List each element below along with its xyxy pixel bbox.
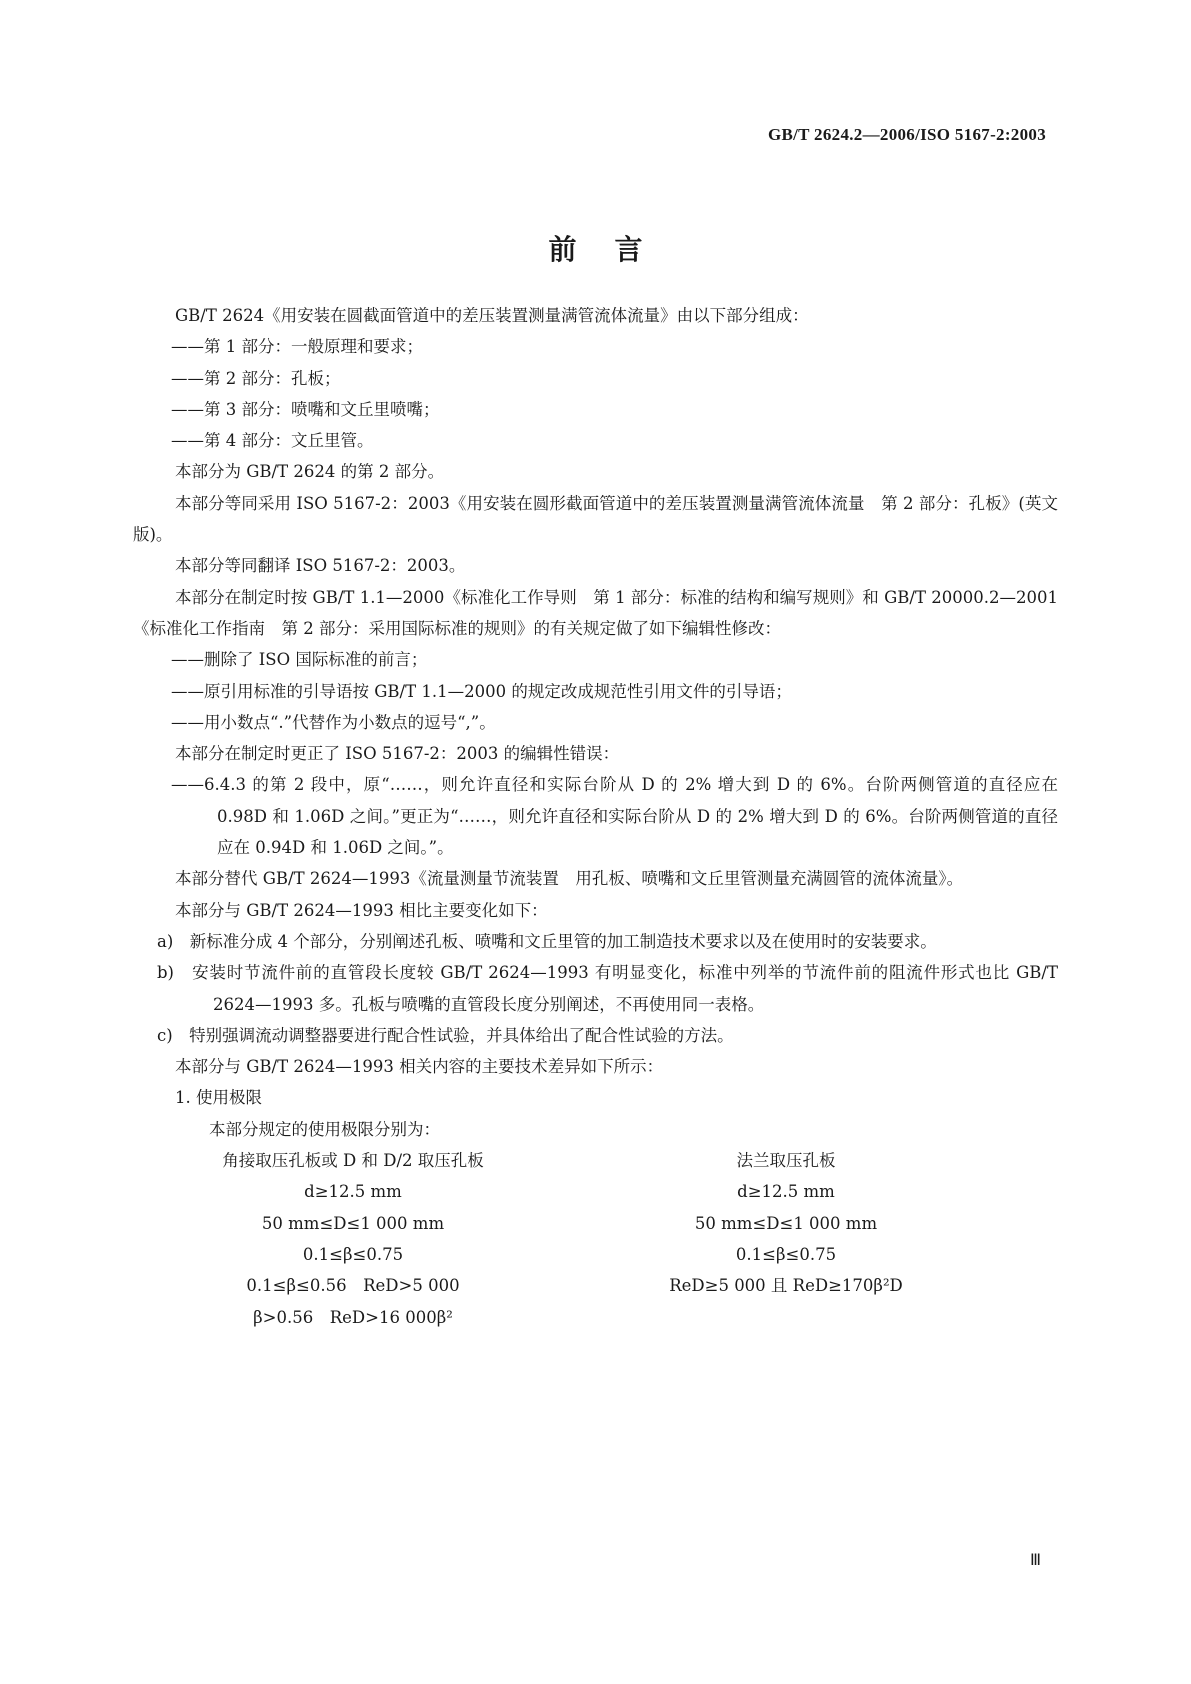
list-item: c) 特别强调流动调整器要进行配合性试验，并具体给出了配合性试验的方法。 — [157, 1025, 734, 1045]
standard-code-header: GB/T 2624.2—2006/ISO 5167-2:2003 — [767, 125, 1046, 144]
paragraph: GB/T 2624《用安装在圆截面管道中的差压装置测量满管流体流量》由以下部分组成： — [175, 306, 809, 325]
list-item: ——第 1 部分：一般原理和要求； — [171, 337, 423, 357]
section-heading: 1. 使用极限 — [175, 1088, 262, 1108]
limit-row: 0.1≤β≤0.75 — [735, 1244, 837, 1264]
limits-column-flange-taps — [591, 1145, 981, 1333]
list-item: a) 新标准分成 4 个部分，分别阐述孔板、喷嘴和文丘里管的加工制造技术要求以及在使用时的安装要求。 — [157, 931, 937, 951]
document-body — [133, 300, 1058, 1333]
limit-row: 0.1≤β≤0.75 — [302, 1244, 404, 1264]
usage-limits-table — [133, 1145, 1058, 1333]
limit-row: d≥12.5 mm — [304, 1182, 402, 1202]
limit-row: 0.1≤β≤0.56 ReD>5 000 — [246, 1276, 460, 1296]
limits-column-corner-taps — [159, 1145, 547, 1333]
limit-row: 50 mm≤D≤1 000 mm — [261, 1213, 445, 1233]
list-item: b) 安装时节流件前的直管段长度较 GB/T 2624—1993 有明显变化，标准中列举的节流件前的阻流件形式也比 GB/T 2624—1993 多。孔板与喷嘴的直管段长度分别阐述，不再使用同一表格。 — [157, 963, 1058, 1014]
list-item: ——第 3 部分：喷嘴和文丘里喷嘴； — [171, 399, 440, 419]
limit-row: β>0.56 ReD>16 000β² — [253, 1307, 453, 1327]
limit-row: d≥12.5 mm — [737, 1182, 835, 1202]
limits-column-heading: 法兰取压孔板 — [736, 1151, 836, 1171]
paragraph: 本部分在制定时按 GB/T 1.1—2000《标准化工作导则 第 1 部分：标准的结构和编写规则》和 GB/T 20000.2—2001《标准化工作指南 第 2 部分：采用国际标准的规则》的有关规定做了如下编辑性修改： — [133, 587, 1058, 638]
list-item: ——6.4.3 的第 2 段中，原“……，则允许直径和实际台阶从 D 的 2% 增大到 D 的 6%。台阶两侧管道的直径应在 0.98D 和 1.06D 之间。”更正为“……，则允许直径和实际台阶从 D 的 2% 增大到 D 的 6%。台阶两侧管道的直径应在 0.94D 和 1.06D 之间。”。 — [171, 775, 1058, 858]
paragraph: 本部分与 GB/T 2624—1993 相关内容的主要技术差异如下所示： — [175, 1057, 664, 1077]
list-item: ——删除了 ISO 国际标准的前言； — [171, 650, 428, 670]
page-number: Ⅲ — [1029, 1552, 1041, 1569]
paragraph: 本部分为 GB/T 2624 的第 2 部分。 — [175, 462, 445, 482]
paragraph: 本部分在制定时更正了 ISO 5167-2：2003 的编辑性错误： — [175, 744, 620, 764]
paragraph: 本部分与 GB/T 2624—1993 相比主要变化如下： — [175, 900, 548, 920]
list-item: ——原引用标准的引导语按 GB/T 1.1—2000 的规定改成规范性引用文件的引导语； — [171, 681, 792, 701]
paragraph: 本部分等同采用 ISO 5167-2：2003《用安装在圆形截面管道中的差压装置测量满管流体流量 第 2 部分：孔板》(英文版)。 — [133, 493, 1058, 545]
limits-column-heading: 角接取压孔板或 D 和 D/2 取压孔板 — [222, 1151, 484, 1171]
page-title: 前言 — [548, 233, 681, 266]
limit-row: ReD≥5 000 且 ReD≥170β²D — [669, 1276, 903, 1296]
list-item: ——第 2 部分：孔板； — [171, 368, 341, 388]
paragraph: 本部分规定的使用极限分别为： — [209, 1119, 440, 1139]
paragraph: 本部分替代 GB/T 2624—1993《流量测量节流装置 用孔板、喷嘴和文丘里管测量充满圆管的流体流量》。 — [175, 869, 964, 889]
limit-row: 50 mm≤D≤1 000 mm — [694, 1213, 878, 1233]
list-item: ——第 4 部分：文丘里管。 — [171, 431, 374, 451]
list-item: ——用小数点“.”代替作为小数点的逗号“,”。 — [171, 712, 496, 732]
paragraph: 本部分等同翻译 ISO 5167-2：2003。 — [175, 556, 466, 576]
